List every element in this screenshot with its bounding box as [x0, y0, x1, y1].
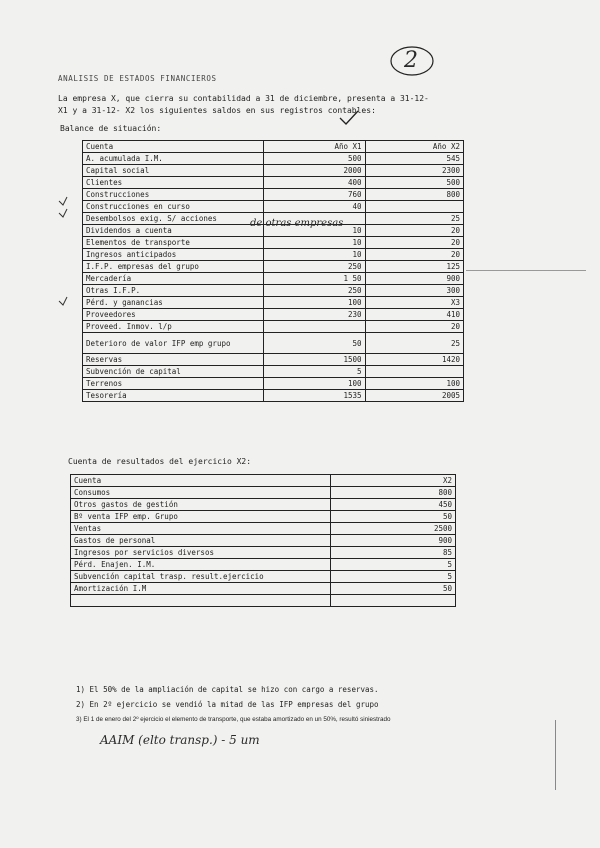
cell-x2: X3 — [365, 297, 463, 309]
cell-x1: 760 — [264, 189, 365, 201]
cell-x2: 800 — [330, 487, 455, 499]
cell-x2: 2300 — [365, 165, 463, 177]
cell-cuenta: Construcciones en curso — [83, 201, 264, 213]
cell-cuenta: Pérd. Enajen. I.M. — [71, 559, 331, 571]
table-row — [83, 189, 464, 201]
cell-x1: 10 — [264, 249, 365, 261]
note-2: 2) En 2º ejercicio se vendió la mitad de las IFP empresas del grupo — [76, 700, 379, 709]
cell-x2: 20 — [365, 225, 463, 237]
cell-cuenta: A. acumulada I.M. — [83, 153, 264, 165]
cell-cuenta: I.F.P. empresas del grupo — [83, 261, 264, 273]
margin-mark-icon — [58, 196, 68, 206]
table-row — [83, 165, 464, 177]
balance-table — [82, 140, 464, 402]
checkmark-icon — [338, 110, 360, 126]
cell-x1: 1 50 — [264, 273, 365, 285]
cell-x2 — [365, 201, 463, 213]
intro-line-2: X1 y a 31-12- X2 los siguientes saldos en sus registros contables: — [58, 106, 376, 115]
table-row — [83, 366, 464, 378]
cell-cuenta: Otras I.F.P. — [83, 285, 264, 297]
cell-x2: 25 — [365, 213, 463, 225]
cell-cuenta: Proveedores — [83, 309, 264, 321]
header-cuenta: Cuenta — [83, 141, 264, 153]
cell-x2: 20 — [365, 321, 463, 333]
cell-cuenta: Pérd. y ganancias — [83, 297, 264, 309]
cell-x1: 1500 — [264, 354, 365, 366]
table-row — [71, 535, 456, 547]
table-row — [71, 595, 456, 607]
table-row — [83, 249, 464, 261]
page-number-circle — [388, 44, 436, 78]
cell-x1: 250 — [264, 261, 365, 273]
cell-x1: 50 — [264, 333, 365, 354]
table-row — [71, 583, 456, 595]
cell-x2: 2005 — [365, 390, 463, 402]
cell-x1: 10 — [264, 237, 365, 249]
cell-x2: 1420 — [365, 354, 463, 366]
table-row — [71, 499, 456, 511]
cell-cuenta: Mercadería — [83, 273, 264, 285]
table-row — [83, 297, 464, 309]
cell-x2: 800 — [365, 189, 463, 201]
table-row — [71, 511, 456, 523]
cell-x2: 5 — [330, 571, 455, 583]
table-row — [71, 559, 456, 571]
cell-x1: 250 — [264, 285, 365, 297]
header-x2: X2 — [330, 475, 455, 487]
cell-x1: 100 — [264, 378, 365, 390]
table-row — [71, 571, 456, 583]
income-title: Cuenta de resultados del ejercicio X2: — [68, 457, 252, 466]
table-row — [83, 390, 464, 402]
cell-x2: 85 — [330, 547, 455, 559]
table-header-row — [71, 475, 456, 487]
cell-cuenta: Capital social — [83, 165, 264, 177]
cell-x2: 2500 — [330, 523, 455, 535]
cell-x1 — [264, 321, 365, 333]
table-row — [83, 309, 464, 321]
header-cuenta: Cuenta — [71, 475, 331, 487]
table-row — [83, 333, 464, 354]
cell-x1: 1535 — [264, 390, 365, 402]
handwritten-note: de otras empresas — [250, 218, 344, 229]
cell-cuenta: Gastos de personal — [71, 535, 331, 547]
table-row — [83, 285, 464, 297]
cell-x2: 900 — [330, 535, 455, 547]
cell-cuenta: Terrenos — [83, 378, 264, 390]
cell-x2: 545 — [365, 153, 463, 165]
cell-x2: 500 — [365, 177, 463, 189]
cell-x2: 25 — [365, 333, 463, 354]
cell-x2: 410 — [365, 309, 463, 321]
cell-cuenta: Otros gastos de gestión — [71, 499, 331, 511]
cell-cuenta: Reservas — [83, 354, 264, 366]
table-row — [83, 273, 464, 285]
balance-title: Balance de situación: — [60, 124, 162, 133]
note-1: 1) El 50% de la ampliación de capital se hizo con cargo a reservas. — [76, 685, 379, 694]
intro-line-1: La empresa X, que cierra su contabilidad a 31 de diciembre, presenta a 31-12- — [58, 94, 429, 103]
note-3: 3) El 1 de enero del 2º ejercicio el elemento de transporte, que estaba amortizado en un 50%, resultó siniestrado — [76, 716, 391, 723]
margin-mark-icon — [58, 208, 68, 218]
cell-x1: 2000 — [264, 165, 365, 177]
cell-cuenta: Ingresos anticipados — [83, 249, 264, 261]
cell-cuenta: Deterioro de valor IFP emp grupo — [83, 333, 264, 354]
cell-x2: 100 — [365, 378, 463, 390]
header-x1: Año X1 — [264, 141, 365, 153]
cell-cuenta: Elementos de transporte — [83, 237, 264, 249]
cell-x2 — [330, 595, 455, 607]
cell-x2: 450 — [330, 499, 455, 511]
cell-x1: 230 — [264, 309, 365, 321]
table-row — [83, 354, 464, 366]
income-table — [70, 474, 456, 607]
margin-mark-icon — [58, 296, 68, 306]
page-number: 2 — [404, 48, 418, 73]
cell-cuenta: Construcciones — [83, 189, 264, 201]
cell-x1: 400 — [264, 177, 365, 189]
cell-cuenta — [71, 595, 331, 607]
cell-x2: 125 — [365, 261, 463, 273]
table-row — [83, 261, 464, 273]
margin-line — [466, 270, 586, 271]
cell-cuenta: Ventas — [71, 523, 331, 535]
table-row — [83, 378, 464, 390]
cell-x2: 50 — [330, 583, 455, 595]
cell-x2 — [365, 366, 463, 378]
cell-cuenta: Proveed. Inmov. l/p — [83, 321, 264, 333]
table-row — [83, 153, 464, 165]
cell-x2: 900 — [365, 273, 463, 285]
table-row — [83, 237, 464, 249]
margin-line — [555, 720, 556, 790]
cell-cuenta: Bº venta IFP emp. Grupo — [71, 511, 331, 523]
table-row — [83, 201, 464, 213]
cell-x1: 5 — [264, 366, 365, 378]
cell-x2: 20 — [365, 237, 463, 249]
header-x2: Año X2 — [365, 141, 463, 153]
cell-cuenta: Amortización I.M — [71, 583, 331, 595]
header-title: ANALISIS DE ESTADOS FINANCIEROS — [58, 74, 217, 83]
cell-cuenta: Desembolsos exig. S/ acciones — [83, 213, 264, 225]
cell-cuenta: Subvención capital trasp. result.ejercicio — [71, 571, 331, 583]
cell-cuenta: Subvención de capital — [83, 366, 264, 378]
table-header-row — [83, 141, 464, 153]
handwritten-bottom: AAIM (elto transp.) - 5 um — [100, 733, 260, 747]
cell-cuenta: Dividendos a cuenta — [83, 225, 264, 237]
table-row — [71, 547, 456, 559]
cell-x2: 50 — [330, 511, 455, 523]
cell-cuenta: Tesorería — [83, 390, 264, 402]
table-row — [71, 523, 456, 535]
table-row — [83, 321, 464, 333]
cell-x2: 20 — [365, 249, 463, 261]
cell-cuenta: Consumos — [71, 487, 331, 499]
table-row — [83, 177, 464, 189]
cell-x1: 10 — [264, 225, 365, 237]
cell-x2: 5 — [330, 559, 455, 571]
cell-x2: 300 — [365, 285, 463, 297]
cell-x1: 500 — [264, 153, 365, 165]
cell-cuenta: Ingresos por servicios diversos — [71, 547, 331, 559]
cell-x1: 40 — [264, 201, 365, 213]
cell-cuenta: Clientes — [83, 177, 264, 189]
cell-x1: 100 — [264, 297, 365, 309]
table-row — [71, 487, 456, 499]
